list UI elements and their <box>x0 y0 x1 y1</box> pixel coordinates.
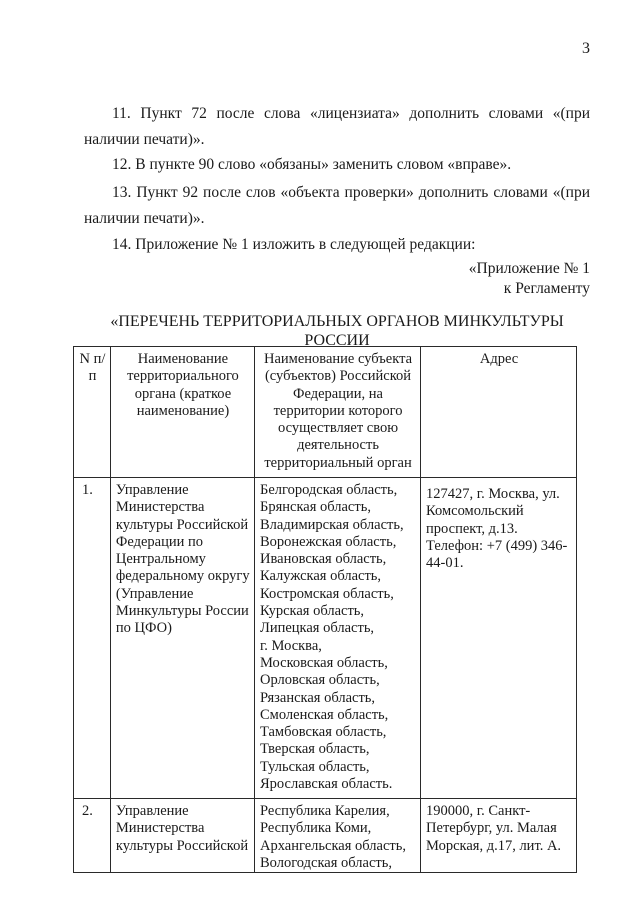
subject-item: г. Москва, <box>260 637 322 654</box>
table-header-row <box>74 347 577 478</box>
subject-item: Ивановская область, <box>260 551 387 568</box>
row-address: 127427, г. Москва, ул. Комсомольский проспект, д.13. Телефон: +7 (499) 346-44-01. <box>421 478 577 799</box>
subject-item: Владимирская область, <box>260 516 404 533</box>
subject-item: Брянская область, <box>260 499 371 516</box>
appendix-ref-line2: к Регламенту <box>503 280 590 297</box>
row-subjects <box>255 478 421 799</box>
subject-item: Смоленская область, <box>260 706 389 723</box>
subject-item: Архангельская область, <box>260 837 406 854</box>
subject-item: Тульская область, <box>260 758 370 775</box>
page-number: 3 <box>582 40 590 57</box>
row-subjects <box>255 799 421 873</box>
subject-item: Калужская область, <box>260 568 382 585</box>
subject-item: Костромская область, <box>260 585 394 602</box>
subject-item: Липецкая область, <box>260 620 375 637</box>
subject-item: Тамбовская область, <box>260 724 387 741</box>
subject-item: Курская область, <box>260 603 365 620</box>
paragraph-14: 14. Приложение № 1 изложить в следующей редакции: <box>112 236 476 253</box>
paragraph-13: 13. Пункт 92 после слов «объекта проверки» дополнить словами «(при наличии печати)». <box>84 184 590 227</box>
subject-item: Московская область, <box>260 654 388 671</box>
row-num: 1. <box>74 478 111 799</box>
header-subject: Наименование субъекта (субъектов) Российской Федерации, на территории которого осуществляет свою деятельность территориальный орган <box>255 347 421 478</box>
subject-item: Республика Карелия, <box>260 803 390 819</box>
table-row <box>74 799 577 873</box>
table-row <box>74 478 577 799</box>
subject-item: Тверская область, <box>260 741 370 758</box>
subject-item: Воронежская область, <box>260 533 397 550</box>
subject-item: Белгородская область, <box>260 482 398 498</box>
subject-item: Рязанская область, <box>260 689 376 706</box>
row-name: Управление Министерства культуры Российской <box>110 799 254 873</box>
header-name: Наименование территориального органа (краткое наименование) <box>110 347 254 478</box>
subject-item: Вологодская область, <box>260 854 392 871</box>
paragraph-12: 12. В пункте 90 слово «обязаны» заменить словом «вправе». <box>112 156 512 173</box>
subject-item: Ярославская область. <box>260 776 393 793</box>
row-num: 2. <box>74 799 111 873</box>
appendix-ref-line1: «Приложение № 1 <box>468 260 590 277</box>
appendix-reference <box>469 259 590 299</box>
header-num: N п/п <box>74 347 111 478</box>
row-name: Управление Министерства культуры Российской Федерации по Центральному федеральному округу (Управление Минкультуры России по ЦФО) <box>110 478 254 799</box>
territorial-bodies-table <box>73 346 577 873</box>
row-address: 190000, г. Санкт-Петербург, ул. Малая Морская, д.17, лит. А. <box>421 799 577 873</box>
paragraph-11: 11. Пункт 72 после слова «лицензиата» дополнить словами «(при наличии печати)». <box>84 105 590 148</box>
header-address: Адрес <box>421 347 577 478</box>
subject-item: Республика Коми, <box>260 820 372 837</box>
list-title: «ПЕРЕЧЕНЬ ТЕРРИТОРИАЛЬНЫХ ОРГАНОВ МИНКУЛЬТУРЫ РОССИИ <box>110 313 564 349</box>
subject-item: Орловская область, <box>260 672 380 689</box>
